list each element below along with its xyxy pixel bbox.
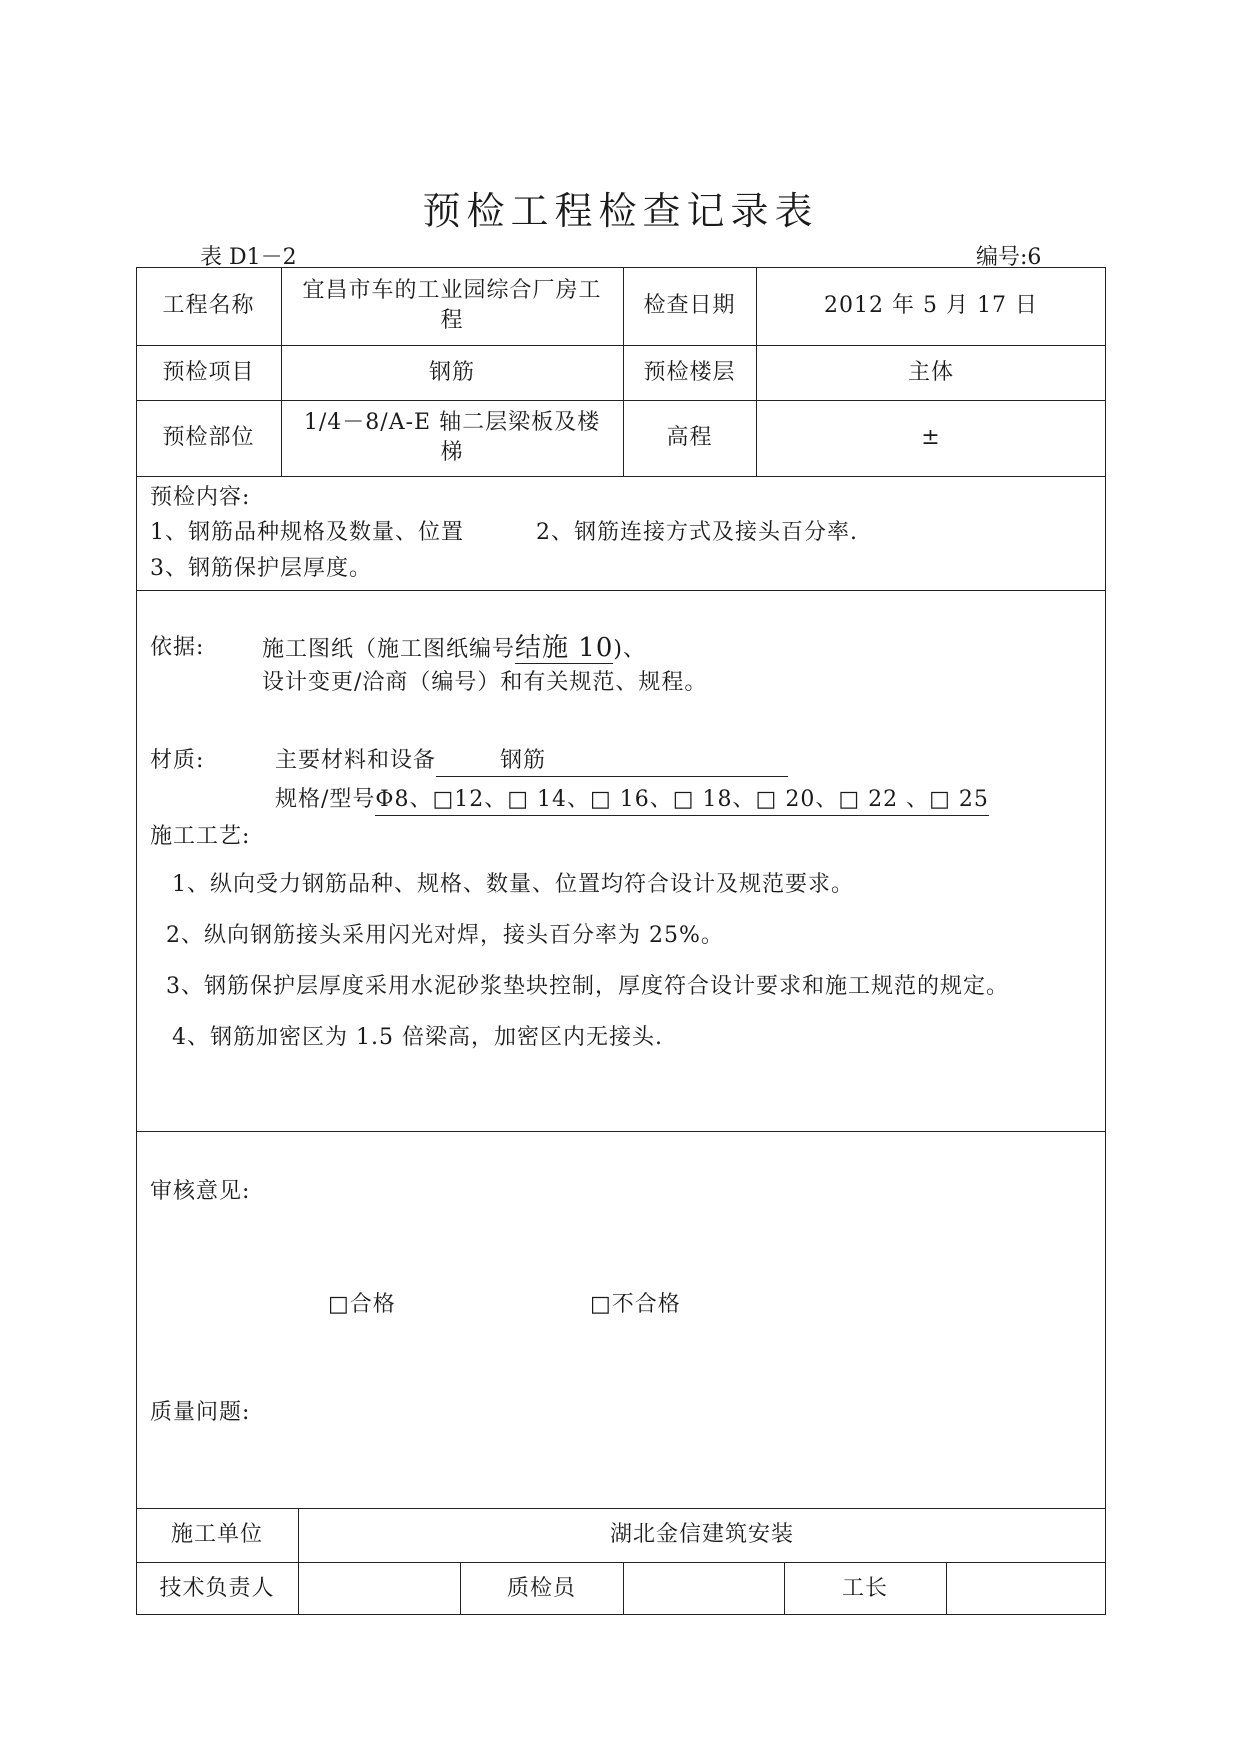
inspection-floor-label: 预检楼层 bbox=[643, 359, 736, 385]
inspection-location-label: 预检部位 bbox=[162, 425, 255, 450]
content-item: 1、钢筋品种规格及数量、位置 bbox=[150, 520, 464, 545]
inspector-label: 质检员 bbox=[506, 1575, 576, 1601]
elevation-value: ± bbox=[921, 425, 941, 450]
technical-lead-value[interactable] bbox=[298, 1562, 460, 1615]
process-item: 4、钢筋加密区为 1.5 倍梁高，加密区内无接头. bbox=[172, 1025, 663, 1050]
form-id: 表 D1－2 bbox=[200, 245, 297, 270]
spec-line bbox=[275, 785, 989, 816]
drawing-number: 结施 10 bbox=[515, 633, 614, 663]
inspection-floor-value: 主体 bbox=[907, 359, 954, 385]
main-material-value: 钢筋 bbox=[436, 746, 788, 777]
basis-line-1 bbox=[262, 633, 646, 665]
content-item: 2、钢筋连接方式及接头百分率. bbox=[536, 520, 858, 545]
process-item: 2、纵向钢筋接头采用闪光对焊，接头百分率为 25%。 bbox=[166, 923, 724, 948]
fail-checkbox[interactable]: □不合格 bbox=[590, 1292, 681, 1317]
basis-line-2: 设计变更/洽商（编号）和有关规范、规程。 bbox=[262, 670, 708, 695]
basis-prefix: 施工图纸（施工图纸编号 bbox=[262, 637, 516, 662]
project-name-label: 工程名称 bbox=[162, 293, 255, 318]
construction-unit-label: 施工单位 bbox=[170, 1522, 263, 1547]
inspection-item-value: 钢筋 bbox=[428, 359, 475, 385]
process-item: 3、钢筋保护层厚度采用水泥砂浆垫块控制，厚度符合设计要求和施工规范的规定。 bbox=[166, 974, 1009, 999]
elevation-label: 高程 bbox=[666, 425, 713, 450]
quality-issues-label: 质量问题: bbox=[150, 1400, 251, 1425]
process-label: 施工工艺: bbox=[150, 824, 251, 849]
main-material-line bbox=[275, 746, 788, 777]
process-item: 1、纵向受力钢筋品种、规格、数量、位置均符合设计及规范要求。 bbox=[172, 872, 854, 897]
pass-checkbox[interactable]: □合格 bbox=[328, 1292, 396, 1317]
material-label: 材质: bbox=[150, 748, 205, 773]
spec-label: 规格/型号 bbox=[275, 787, 376, 812]
page-title: 预检工程检查记录表 bbox=[422, 189, 819, 233]
spec-value: Φ8、□12、□ 14、□ 16、□ 18、□ 20、□ 22 、□ 25 bbox=[375, 785, 988, 816]
section-divider bbox=[136, 1131, 1106, 1132]
inspection-date-value: 2012 年 5 月 17 日 bbox=[824, 293, 1038, 318]
inspection-date-label: 检查日期 bbox=[643, 293, 736, 318]
inspection-item-label: 预检项目 bbox=[162, 359, 255, 385]
inspector-value[interactable] bbox=[623, 1562, 784, 1615]
project-name-value: 宜昌市车的工业园综合厂房工程 bbox=[302, 278, 602, 333]
basis-label: 依据: bbox=[150, 635, 205, 660]
construction-unit-value: 湖北金信建筑安装 bbox=[609, 1522, 794, 1547]
document-number: 编号:6 bbox=[976, 245, 1042, 270]
review-label: 审核意见: bbox=[150, 1179, 251, 1204]
foreman-label: 工长 bbox=[841, 1575, 888, 1601]
row-divider bbox=[136, 476, 1106, 477]
content-heading: 预检内容: bbox=[150, 485, 251, 510]
main-material-label: 主要材料和设备 bbox=[275, 748, 437, 773]
foreman-value[interactable] bbox=[946, 1562, 1106, 1615]
inspection-location-value: 1/4－8/A-E 轴二层梁板及楼梯 bbox=[303, 410, 601, 465]
basis-suffix: )、 bbox=[613, 637, 646, 662]
section-divider bbox=[136, 590, 1106, 591]
content-item: 3、钢筋保护层厚度。 bbox=[150, 556, 372, 581]
technical-lead-label: 技术负责人 bbox=[159, 1575, 275, 1601]
